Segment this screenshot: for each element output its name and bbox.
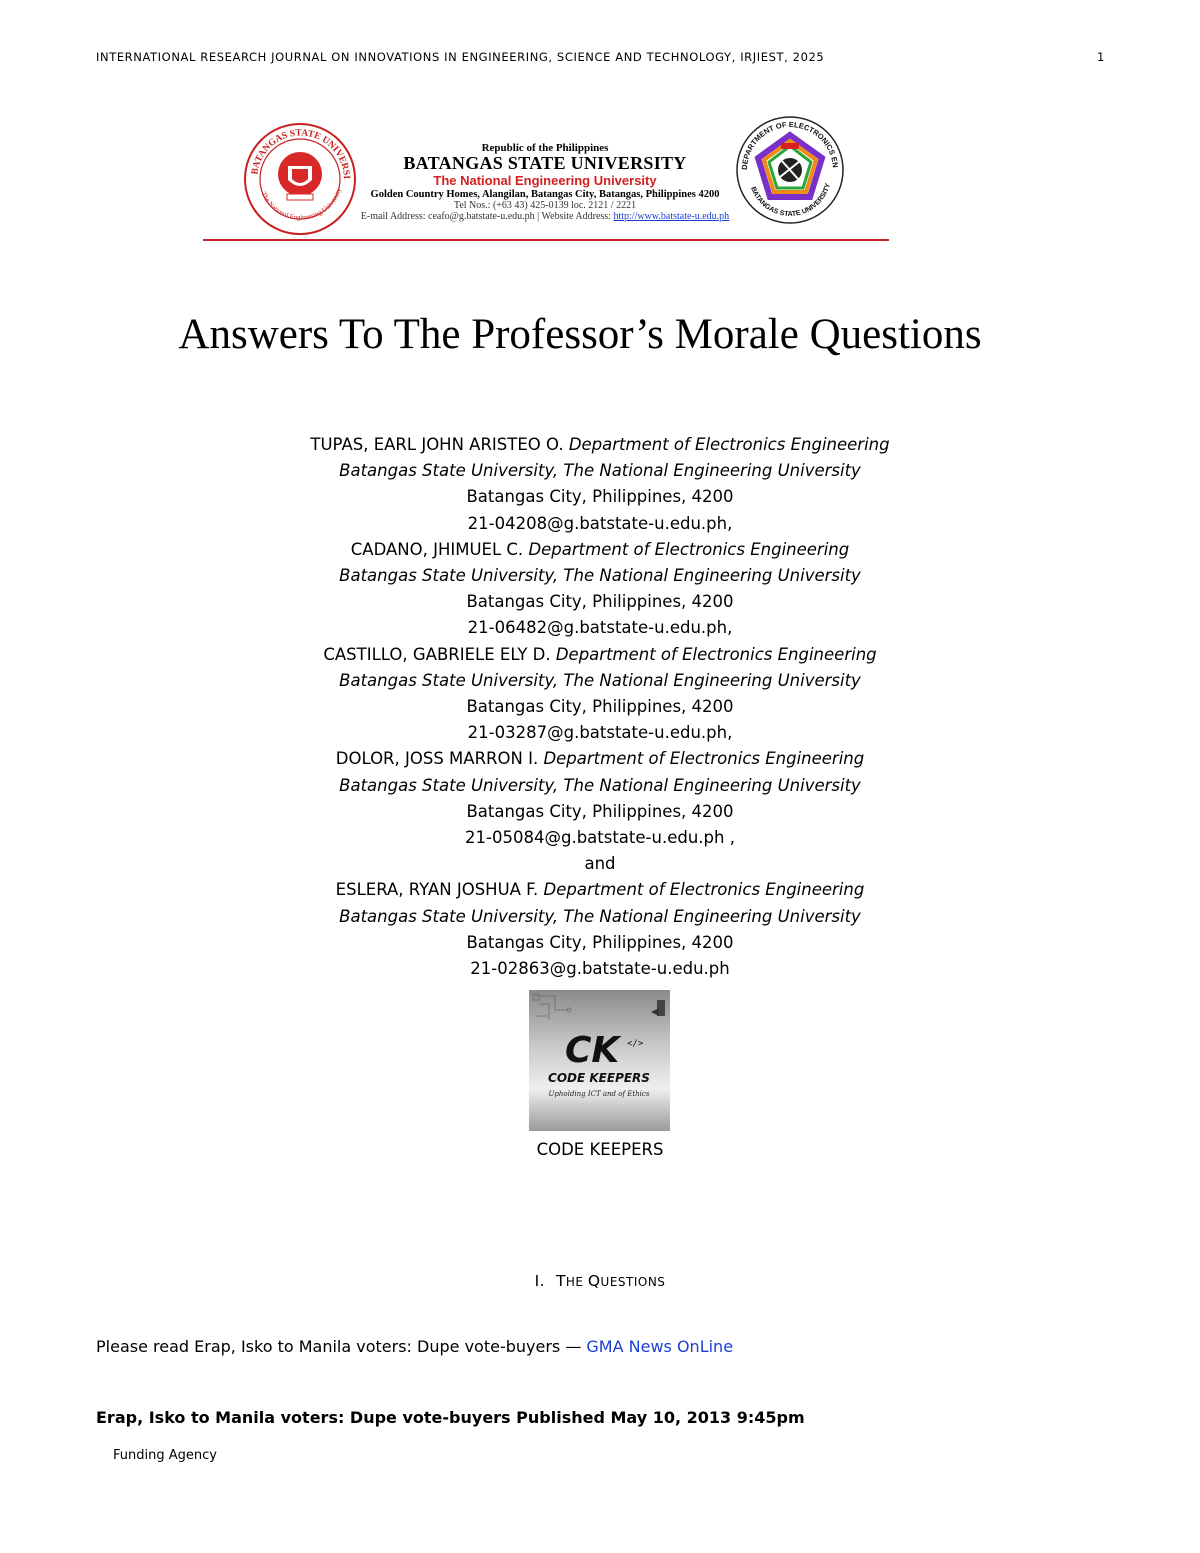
author-university: Batangas State University, The National Engineering University bbox=[339, 906, 861, 926]
university-tel: Tel Nos.: (+63 43) 425-0139 loc. 2121 / 2221 bbox=[453, 200, 637, 211]
page-number: 1 bbox=[1097, 50, 1105, 64]
logo-caption: CODE KEEPERS bbox=[536, 1140, 664, 1159]
paper-title: Answers To The Professor’s Morale Questions bbox=[178, 311, 982, 358]
university-email: E-mail Address: ceafo@g.batstate-u.edu.ph | Website Address: http://www.batstate-u.edu.ph bbox=[360, 211, 730, 222]
author-email: 21-04208@g.batstate-u.edu.ph, bbox=[467, 513, 733, 533]
author-5-line bbox=[300, 877, 900, 903]
author-name: CADANO, JHIMUEL C. bbox=[350, 539, 524, 559]
author-city: Batangas City, Philippines, 4200 bbox=[466, 801, 734, 821]
letterhead-text bbox=[330, 142, 760, 222]
author-university: Batangas State University, The National Engineering University bbox=[339, 566, 861, 586]
author-name: TUPAS, EARL JOHN ARISTEO O. bbox=[310, 435, 564, 454]
running-head: INTERNATIONAL RESEARCH JOURNAL ON INNOVATIONS IN ENGINEERING, SCIENCE AND TECHNOLOGY, IRJIEST, 2025 bbox=[96, 50, 825, 64]
university-address: Golden Country Homes, Alangilan, Batangas City, Batangas, Philippines 4200 bbox=[370, 189, 720, 200]
author-university: Batangas State University, The National Engineering University bbox=[339, 775, 861, 795]
author-department: Department of Electronics Engineering bbox=[543, 749, 865, 769]
author-name: DOLOR, JOSS MARRON I. bbox=[335, 749, 539, 769]
author-university: Batangas State University, The National Engineering University bbox=[339, 670, 861, 690]
left-seal-text: BATANGAS STATE UNIVERSI bbox=[250, 128, 352, 180]
university-tagline: The National Engineering University bbox=[433, 173, 657, 188]
author-department: Department of Electronics Engineering bbox=[555, 644, 877, 664]
ck-slogan: Upholding ICT and of Ethics bbox=[548, 1090, 650, 1098]
author-email: 21-05084@g.batstate-u.edu.ph , bbox=[465, 828, 735, 848]
author-city: Batangas City, Philippines, 4200 bbox=[466, 932, 734, 952]
republic-line: Republic of the Philippines bbox=[481, 142, 609, 154]
left-seal-sub: The National Engineering University bbox=[259, 187, 343, 222]
ck-mark: CK bbox=[565, 1030, 620, 1071]
author-1-line bbox=[300, 432, 900, 458]
author-email: 21-06482@g.batstate-u.edu.ph, bbox=[467, 618, 733, 638]
gma-news-link[interactable]: GMA News OnLine bbox=[586, 1337, 734, 1356]
author-name: ESLERA, RYAN JOSHUA F. bbox=[335, 880, 539, 900]
author-department: Department of Electronics Engineering bbox=[543, 880, 865, 900]
and-word: and bbox=[584, 854, 616, 874]
author-department: Department of Electronics Engineering bbox=[528, 539, 850, 559]
author-2-line bbox=[300, 537, 900, 563]
author-block bbox=[300, 432, 900, 982]
author-email: 21-03287@g.batstate-u.edu.ph, bbox=[467, 723, 733, 743]
author-city: Batangas City, Philippines, 4200 bbox=[466, 487, 734, 507]
author-email: 21-02863@g.batstate-u.edu.ph bbox=[470, 959, 730, 979]
author-4-line bbox=[300, 746, 900, 772]
author-university: Batangas State University, The National Engineering University bbox=[339, 461, 861, 481]
right-seal-sub: BATANGAS STATE UNIVERSITY bbox=[749, 182, 832, 219]
section-heading: I. THE QUESTIONS bbox=[534, 1272, 666, 1290]
code-keepers-logo bbox=[529, 990, 670, 1131]
author-3-line bbox=[300, 642, 900, 668]
author-city: Batangas City, Philippines, 4200 bbox=[466, 697, 734, 717]
funding-footnote: Funding Agency bbox=[113, 1448, 217, 1463]
website-link[interactable]: http://www.batstate-u.edu.ph bbox=[613, 211, 730, 222]
svg-text:</>: </> bbox=[627, 1039, 644, 1049]
right-seal-text: DEPARTMENT OF ELECTRONICS EN bbox=[739, 119, 840, 171]
department-seal bbox=[735, 115, 845, 225]
author-city: Batangas City, Philippines, 4200 bbox=[466, 592, 734, 612]
author-department: Department of Electronics Engineering bbox=[568, 435, 890, 454]
ck-name: CODE KEEPERS bbox=[548, 1071, 650, 1085]
author-name: CASTILLO, GABRIELE ELY D. bbox=[323, 644, 551, 664]
intro-paragraph: Please read Erap, Isko to Manila voters: Dupe vote-buyers — GMA News OnLine bbox=[96, 1337, 734, 1356]
article-headline: Erap, Isko to Manila voters: Dupe vote-buyers Published May 10, 2013 9:45pm bbox=[96, 1408, 805, 1427]
university-name: BATANGAS STATE UNIVERSITY bbox=[403, 153, 687, 173]
letterhead-divider bbox=[203, 239, 889, 241]
